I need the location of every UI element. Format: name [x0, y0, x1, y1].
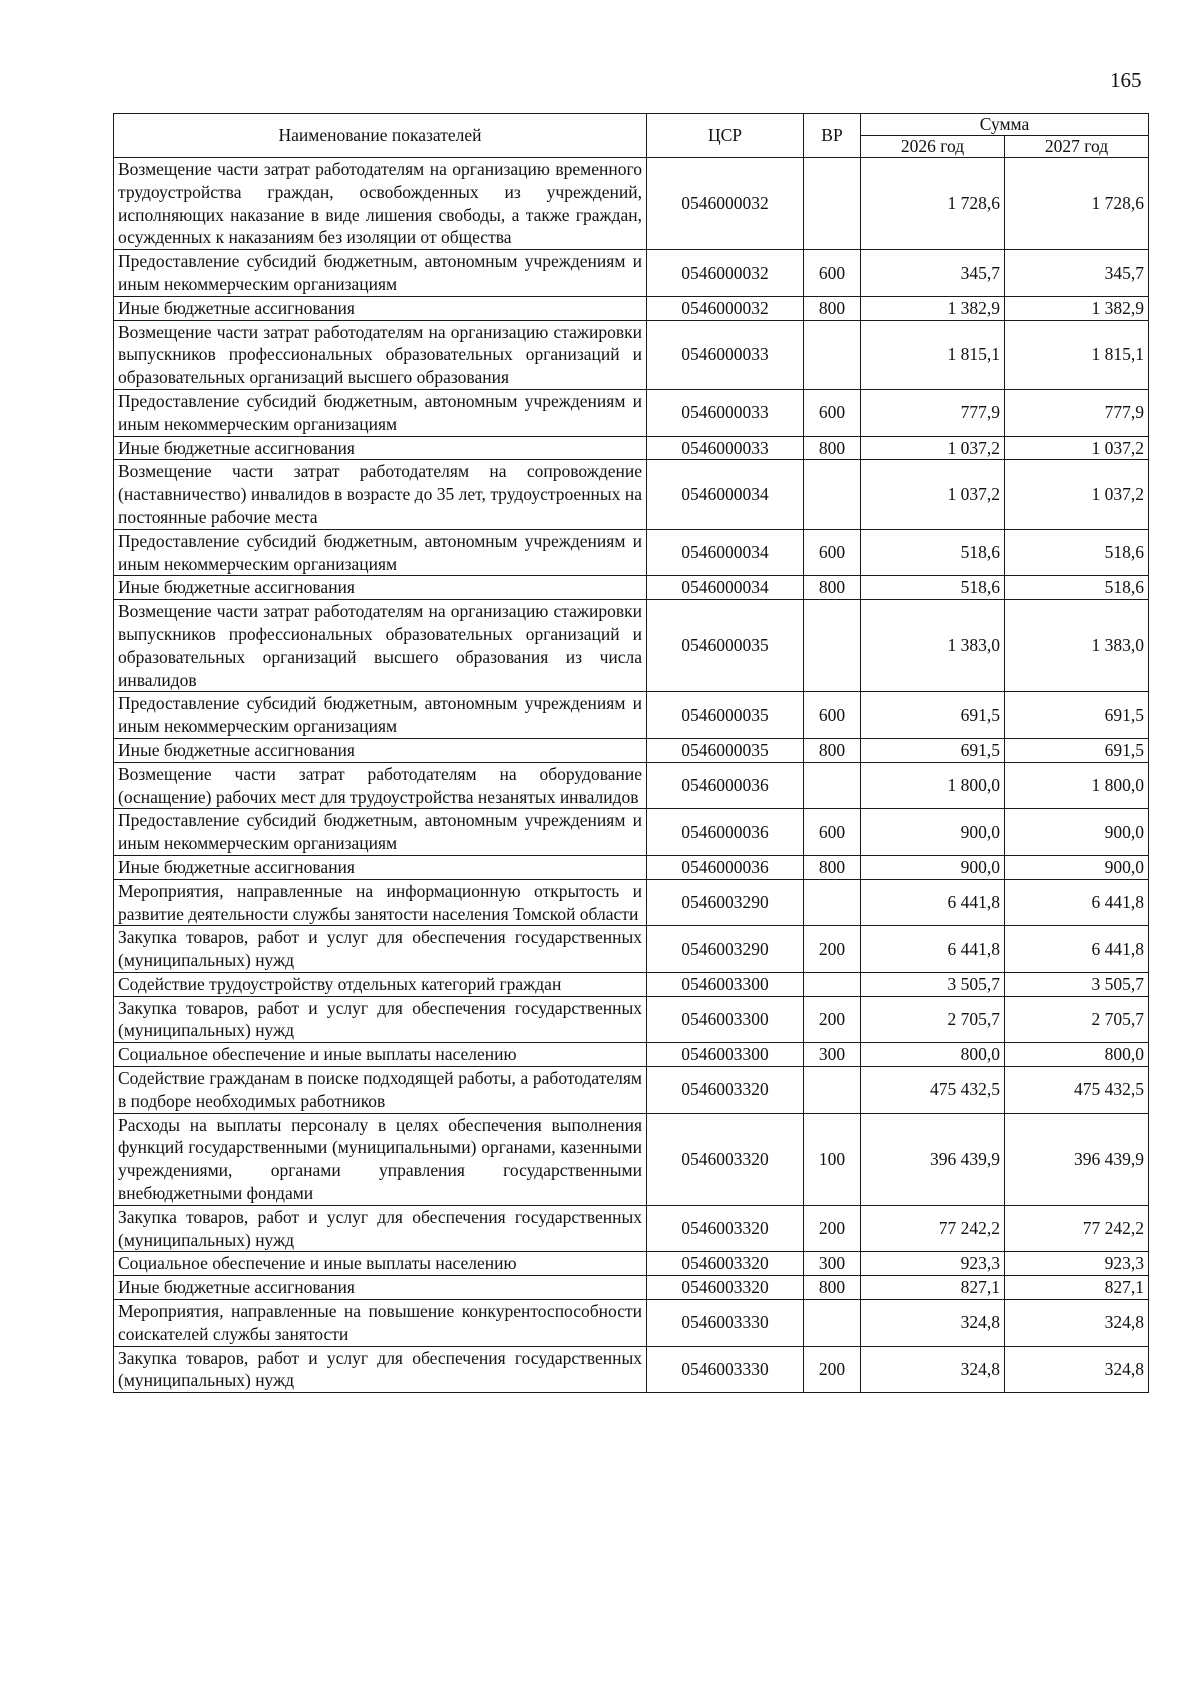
table-row [114, 1205, 1149, 1252]
table-row [114, 692, 1149, 739]
cell-name: Содействие трудоустройству отдельных категорий граждан [114, 972, 647, 996]
cell-sum-2027: 691,5 [1005, 692, 1149, 739]
cell-vr: 300 [804, 1043, 861, 1067]
table-row [114, 389, 1149, 436]
cell-sum-2027: 396 439,9 [1005, 1113, 1149, 1205]
cell-sum-2027: 691,5 [1005, 738, 1149, 762]
cell-csr: 0546003290 [647, 926, 804, 973]
cell-name: Иные бюджетные ассигнования [114, 576, 647, 600]
header-csr: ЦСР [647, 114, 804, 158]
cell-sum-2026: 800,0 [861, 1043, 1005, 1067]
cell-name: Предоставление субсидий бюджетным, автономным учреждениям и иным некоммерческим организациям [114, 692, 647, 739]
cell-csr: 0546000034 [647, 529, 804, 576]
cell-sum-2027: 518,6 [1005, 529, 1149, 576]
cell-vr: 200 [804, 1346, 861, 1393]
cell-csr: 0546000032 [647, 158, 804, 250]
cell-name: Возмещение части затрат работодателям на оборудование (оснащение) рабочих мест для трудоустройства незанятых инвалидов [114, 762, 647, 809]
cell-sum-2026: 3 505,7 [861, 972, 1005, 996]
table-row [114, 1300, 1149, 1347]
cell-sum-2027: 345,7 [1005, 250, 1149, 297]
cell-sum-2026: 6 441,8 [861, 879, 1005, 926]
cell-csr: 0546003320 [647, 1276, 804, 1300]
cell-name: Предоставление субсидий бюджетным, автономным учреждениям и иным некоммерческим организациям [114, 389, 647, 436]
cell-sum-2026: 1 382,9 [861, 296, 1005, 320]
cell-sum-2027: 2 705,7 [1005, 996, 1149, 1043]
cell-csr: 0546000036 [647, 855, 804, 879]
cell-name: Иные бюджетные ассигнования [114, 738, 647, 762]
cell-sum-2026: 475 432,5 [861, 1067, 1005, 1114]
cell-vr: 300 [804, 1252, 861, 1276]
table-row [114, 1252, 1149, 1276]
cell-sum-2027: 6 441,8 [1005, 926, 1149, 973]
cell-name: Закупка товаров, работ и услуг для обеспечения государственных (муниципальных) нужд [114, 1346, 647, 1393]
header-vr: ВР [804, 114, 861, 158]
table-row [114, 460, 1149, 529]
cell-sum-2026: 6 441,8 [861, 926, 1005, 973]
cell-vr [804, 158, 861, 250]
cell-sum-2026: 900,0 [861, 809, 1005, 856]
table-row [114, 320, 1149, 389]
cell-sum-2026: 324,8 [861, 1346, 1005, 1393]
cell-sum-2027: 6 441,8 [1005, 879, 1149, 926]
cell-sum-2026: 518,6 [861, 529, 1005, 576]
cell-csr: 0546000034 [647, 460, 804, 529]
cell-sum-2026: 345,7 [861, 250, 1005, 297]
cell-sum-2026: 1 815,1 [861, 320, 1005, 389]
table-row [114, 926, 1149, 973]
cell-vr [804, 879, 861, 926]
cell-sum-2026: 923,3 [861, 1252, 1005, 1276]
cell-sum-2027: 1 037,2 [1005, 460, 1149, 529]
header-sum: Сумма [861, 114, 1149, 136]
cell-vr: 600 [804, 529, 861, 576]
cell-sum-2027: 1 800,0 [1005, 762, 1149, 809]
cell-vr [804, 460, 861, 529]
cell-name: Иные бюджетные ассигнования [114, 296, 647, 320]
cell-sum-2026: 827,1 [861, 1276, 1005, 1300]
cell-name: Социальное обеспечение и иные выплаты населению [114, 1043, 647, 1067]
table-row [114, 972, 1149, 996]
cell-sum-2027: 900,0 [1005, 809, 1149, 856]
cell-name: Расходы на выплаты персоналу в целях обеспечения выполнения функций государственными (муниципальными) органами, казенными учреждениями, органами управления государственными внебюджетными фондами [114, 1113, 647, 1205]
header-name: Наименование показателей [114, 114, 647, 158]
cell-sum-2026: 324,8 [861, 1300, 1005, 1347]
cell-csr: 0546003300 [647, 1043, 804, 1067]
table-row [114, 158, 1149, 250]
cell-sum-2027: 324,8 [1005, 1346, 1149, 1393]
cell-csr: 0546000033 [647, 320, 804, 389]
cell-sum-2027: 1 728,6 [1005, 158, 1149, 250]
table-row [114, 576, 1149, 600]
cell-csr: 0546003320 [647, 1067, 804, 1114]
cell-csr: 0546003320 [647, 1252, 804, 1276]
cell-name: Возмещение части затрат работодателям на сопровождение (наставничество) инвалидов в возрасте до 35 лет, трудоустроенных на постоянные рабочие места [114, 460, 647, 529]
cell-sum-2026: 1 037,2 [861, 460, 1005, 529]
cell-sum-2026: 691,5 [861, 738, 1005, 762]
cell-csr: 0546003330 [647, 1300, 804, 1347]
cell-sum-2026: 1 728,6 [861, 158, 1005, 250]
table-row [114, 1113, 1149, 1205]
cell-sum-2027: 777,9 [1005, 389, 1149, 436]
cell-name: Содействие гражданам в поиске подходящей работы, а работодателям в подборе необходимых работников [114, 1067, 647, 1114]
cell-name: Социальное обеспечение и иные выплаты населению [114, 1252, 647, 1276]
cell-sum-2026: 396 439,9 [861, 1113, 1005, 1205]
cell-name: Закупка товаров, работ и услуг для обеспечения государственных (муниципальных) нужд [114, 996, 647, 1043]
table-row [114, 809, 1149, 856]
budget-table [113, 113, 1149, 1393]
cell-vr: 600 [804, 389, 861, 436]
cell-vr: 200 [804, 926, 861, 973]
cell-csr: 0546000033 [647, 436, 804, 460]
cell-vr: 800 [804, 436, 861, 460]
cell-sum-2027: 1 815,1 [1005, 320, 1149, 389]
cell-sum-2026: 2 705,7 [861, 996, 1005, 1043]
cell-sum-2027: 475 432,5 [1005, 1067, 1149, 1114]
cell-name: Предоставление субсидий бюджетным, автономным учреждениям и иным некоммерческим организациям [114, 809, 647, 856]
table-header [114, 114, 1149, 158]
cell-vr: 800 [804, 296, 861, 320]
cell-vr: 800 [804, 855, 861, 879]
cell-vr [804, 600, 861, 692]
cell-vr: 200 [804, 996, 861, 1043]
table-body [114, 158, 1149, 1393]
cell-name: Иные бюджетные ассигнования [114, 855, 647, 879]
cell-vr [804, 972, 861, 996]
cell-sum-2027: 923,3 [1005, 1252, 1149, 1276]
cell-vr: 800 [804, 738, 861, 762]
table-row [114, 1067, 1149, 1114]
cell-sum-2027: 3 505,7 [1005, 972, 1149, 996]
table-row [114, 762, 1149, 809]
cell-name: Предоставление субсидий бюджетным, автономным учреждениям и иным некоммерческим организациям [114, 250, 647, 297]
cell-sum-2027: 800,0 [1005, 1043, 1149, 1067]
cell-vr: 600 [804, 809, 861, 856]
cell-csr: 0546000033 [647, 389, 804, 436]
table-row [114, 296, 1149, 320]
cell-csr: 0546003330 [647, 1346, 804, 1393]
cell-name: Возмещение части затрат работодателям на организацию стажировки выпускников профессиональных образовательных организаций и образовательных организаций высшего образования из числа инвалидов [114, 600, 647, 692]
cell-sum-2026: 691,5 [861, 692, 1005, 739]
header-year-2026: 2026 год [861, 136, 1005, 158]
table-row [114, 738, 1149, 762]
cell-sum-2026: 1 037,2 [861, 436, 1005, 460]
cell-sum-2026: 1 800,0 [861, 762, 1005, 809]
cell-vr: 600 [804, 692, 861, 739]
cell-csr: 0546000032 [647, 296, 804, 320]
cell-sum-2027: 827,1 [1005, 1276, 1149, 1300]
table-row [114, 879, 1149, 926]
table-row [114, 529, 1149, 576]
cell-csr: 0546003300 [647, 972, 804, 996]
header-year-2027: 2027 год [1005, 136, 1149, 158]
table-row [114, 1346, 1149, 1393]
cell-csr: 0546003300 [647, 996, 804, 1043]
cell-sum-2027: 518,6 [1005, 576, 1149, 600]
cell-sum-2026: 777,9 [861, 389, 1005, 436]
cell-sum-2027: 900,0 [1005, 855, 1149, 879]
page-number: 165 [1110, 68, 1142, 92]
cell-csr: 0546000036 [647, 762, 804, 809]
cell-name: Возмещение части затрат работодателям на организацию стажировки выпускников профессиональных образовательных организаций и образовательных организаций высшего образования [114, 320, 647, 389]
cell-csr: 0546003320 [647, 1205, 804, 1252]
cell-sum-2027: 77 242,2 [1005, 1205, 1149, 1252]
cell-vr: 800 [804, 1276, 861, 1300]
cell-csr: 0546000036 [647, 809, 804, 856]
cell-vr: 100 [804, 1113, 861, 1205]
cell-sum-2026: 518,6 [861, 576, 1005, 600]
cell-csr: 0546000035 [647, 692, 804, 739]
table-row [114, 1043, 1149, 1067]
table-row [114, 1276, 1149, 1300]
cell-name: Предоставление субсидий бюджетным, автономным учреждениям и иным некоммерческим организациям [114, 529, 647, 576]
cell-vr [804, 762, 861, 809]
cell-vr: 800 [804, 576, 861, 600]
table-row [114, 250, 1149, 297]
cell-csr: 0546000035 [647, 600, 804, 692]
cell-sum-2026: 77 242,2 [861, 1205, 1005, 1252]
table-row [114, 436, 1149, 460]
cell-vr [804, 1300, 861, 1347]
cell-name: Мероприятия, направленные на повышение конкурентоспособности соискателей службы занятости [114, 1300, 647, 1347]
cell-csr: 0546000034 [647, 576, 804, 600]
cell-sum-2027: 1 037,2 [1005, 436, 1149, 460]
cell-name: Закупка товаров, работ и услуг для обеспечения государственных (муниципальных) нужд [114, 926, 647, 973]
cell-vr [804, 320, 861, 389]
cell-vr: 600 [804, 250, 861, 297]
cell-sum-2027: 1 383,0 [1005, 600, 1149, 692]
cell-sum-2027: 1 382,9 [1005, 296, 1149, 320]
cell-name: Возмещение части затрат работодателям на организацию временного трудоустройства граждан, освобожденных из учреждений, исполняющих наказание в виде лишения свободы, а также граждан, осужденных к наказаниям без изоляции от общества [114, 158, 647, 250]
cell-sum-2027: 324,8 [1005, 1300, 1149, 1347]
cell-name: Закупка товаров, работ и услуг для обеспечения государственных (муниципальных) нужд [114, 1205, 647, 1252]
cell-csr: 0546000035 [647, 738, 804, 762]
cell-name: Иные бюджетные ассигнования [114, 436, 647, 460]
cell-vr [804, 1067, 861, 1114]
cell-csr: 0546000032 [647, 250, 804, 297]
cell-name: Иные бюджетные ассигнования [114, 1276, 647, 1300]
cell-name: Мероприятия, направленные на информационную открытость и развитие деятельности службы занятости населения Томской области [114, 879, 647, 926]
cell-csr: 0546003320 [647, 1113, 804, 1205]
table-row [114, 855, 1149, 879]
table-row [114, 600, 1149, 692]
cell-vr: 200 [804, 1205, 861, 1252]
table-row [114, 996, 1149, 1043]
cell-sum-2026: 1 383,0 [861, 600, 1005, 692]
cell-sum-2026: 900,0 [861, 855, 1005, 879]
cell-csr: 0546003290 [647, 879, 804, 926]
